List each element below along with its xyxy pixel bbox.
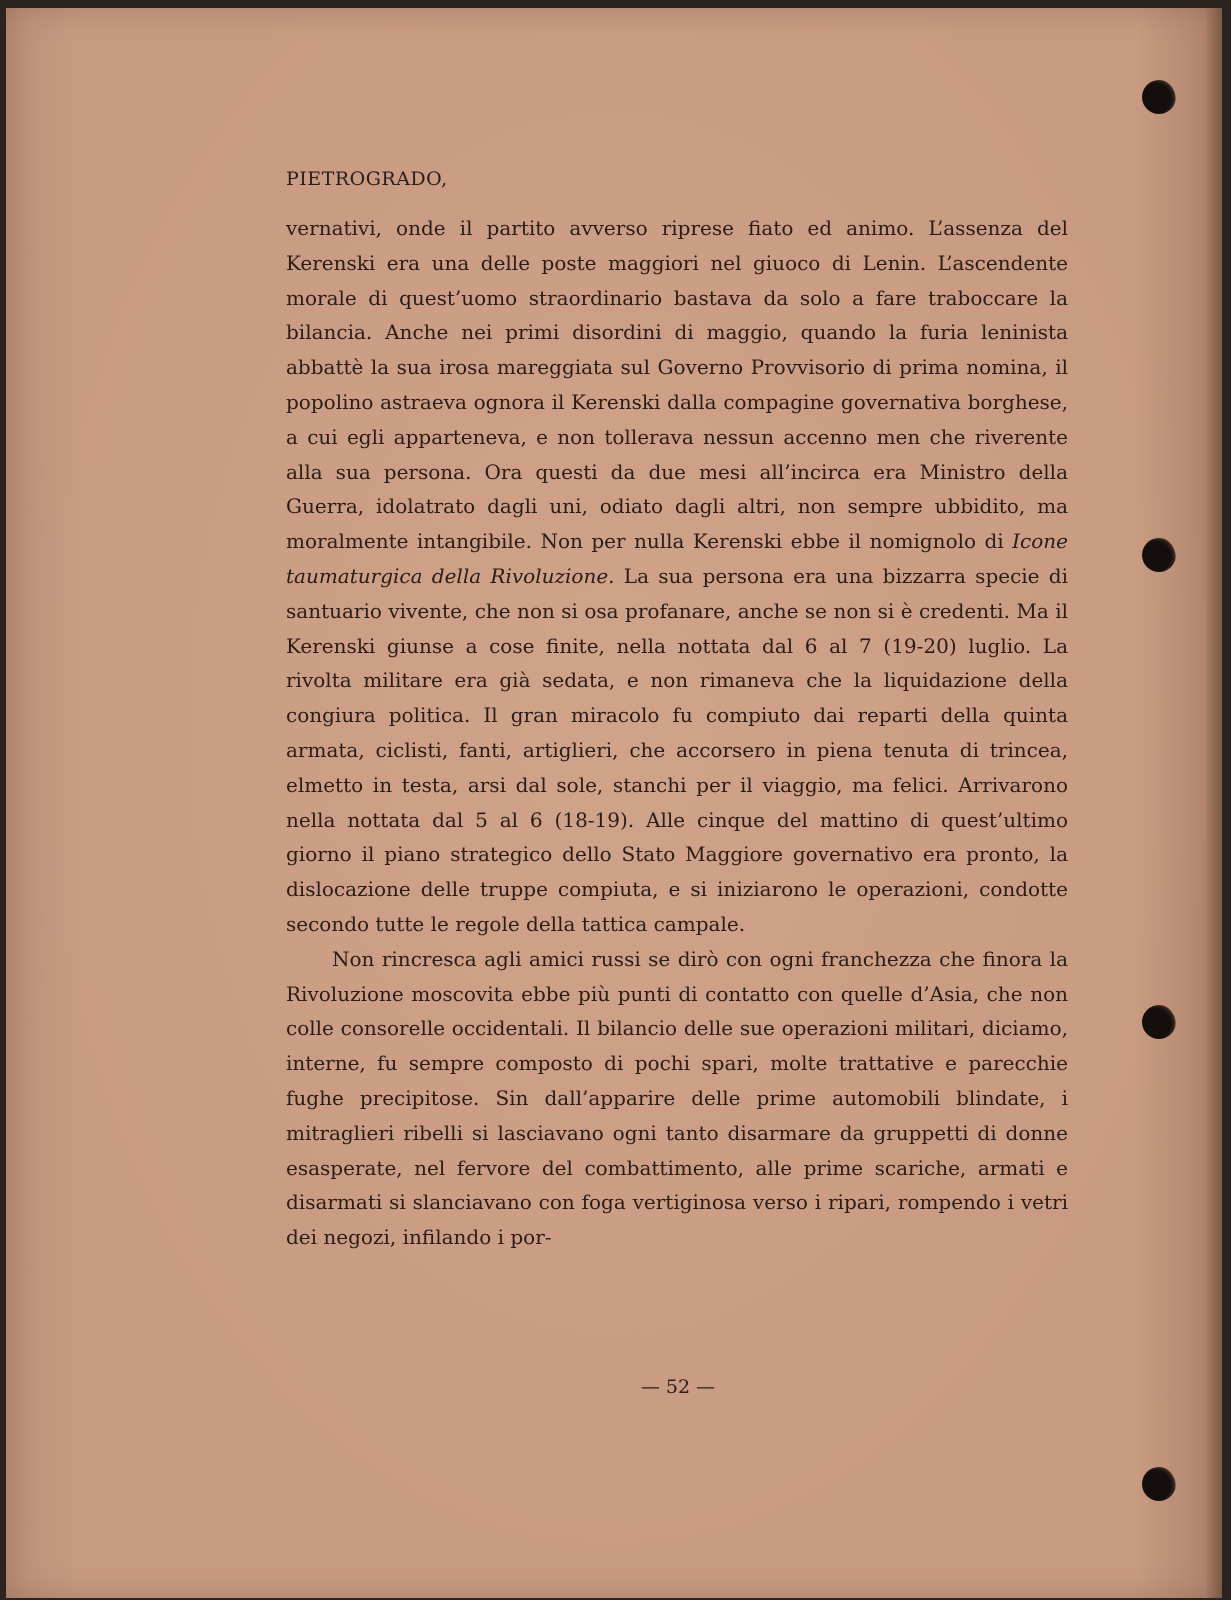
binding-hole-icon: [1142, 80, 1176, 114]
italic-phrase: Icone taumaturgica della Rivoluzione.: [286, 529, 1068, 588]
paragraph-1-text-start: vernativi, onde il partito avverso riprese fiato ed animo. L’assenza del Kerenski era una delle poste maggiori nel giuoco di Lenin. L’ascendente morale di quest’uomo straordinario bastava da solo a fare traboccare la bilancia. Anche nei primi disordini di maggio, quando la furia leninista abbattè la sua irosa mareggiata sul Governo Provvisorio di prima nomina, il popolino astraeva ognora il Kerenski dalla compagine governativa borghese, a cui egli apparteneva, e non tollerava nessun accenno men che riverente alla sua persona. Ora questi da due mesi all’incirca era Ministro della Guerra, idolatrato dagli uni, odiato dagli altri, non sempre ubbidito, ma moralmente intangibile. Non per nulla Kerenski ebbe il nomignolo di: [286, 216, 1068, 554]
scanned-page: [6, 8, 1222, 1598]
body-text: [286, 211, 1068, 1255]
page-number: — 52 —: [640, 1376, 716, 1398]
binding-hole-icon: [1142, 538, 1176, 572]
paragraph-1-text-end: La sua persona era una bizzarra specie di santuario vivente, che non si osa profanare, anche se non si è credenti. Ma il Kerenski giunse a cose finite, nella nottata dal 6 al 7 (19-20) luglio. La rivolta militare era già sedata, e non rimaneva che la liquidazione della congiura politica. Il gran miracolo fu compiuto dai reparti della quinta armata, ciclisti, fanti, artiglieri, che accorsero in piena tenuta di trincea, elmetto in testa, arsi dal sole, stanchi per il viaggio, ma felici. Arrivarono nella nottata dal 5 al 6 (18-19). Alle cinque del mattino di quest’ultimo giorno il piano strategico dello Stato Maggiore governativo era pronto, la dislocazione delle truppe compiuta, e si iniziarono le operazioni, condotte secondo tutte le regole della tattica campale.: [286, 563, 1068, 936]
page-number-footer: [6, 1376, 1222, 1398]
page-edge-shadow: [1206, 8, 1222, 1598]
running-header: PIETROGRADO,: [286, 168, 448, 190]
binding-hole-icon: [1142, 1467, 1176, 1501]
binding-hole-icon: [1142, 1005, 1176, 1039]
paragraph-2: Non rincresca agli amici russi se dirò con ogni franchezza che finora la Rivoluzione moscovita ebbe più punti di contatto con quelle d’Asia, che non colle consorelle occidentali. Il bilancio delle sue operazioni militari, diciamo, interne, fu sempre composto di pochi spari, molte trattative e parecchie fughe precipitose. Sin dall’apparire delle prime automobili blindate, i mitraglieri ribelli si lasciavano ogni tanto disarmare da gruppetti di donne esasperate, nel fervore del combattimento, alle prime scariche, armati e disarmati si slanciavano con foga vertiginosa verso i ripari, rompendo i vetri dei negozi, infilando i por-: [286, 946, 1068, 1250]
paragraph-1: [286, 211, 1068, 942]
